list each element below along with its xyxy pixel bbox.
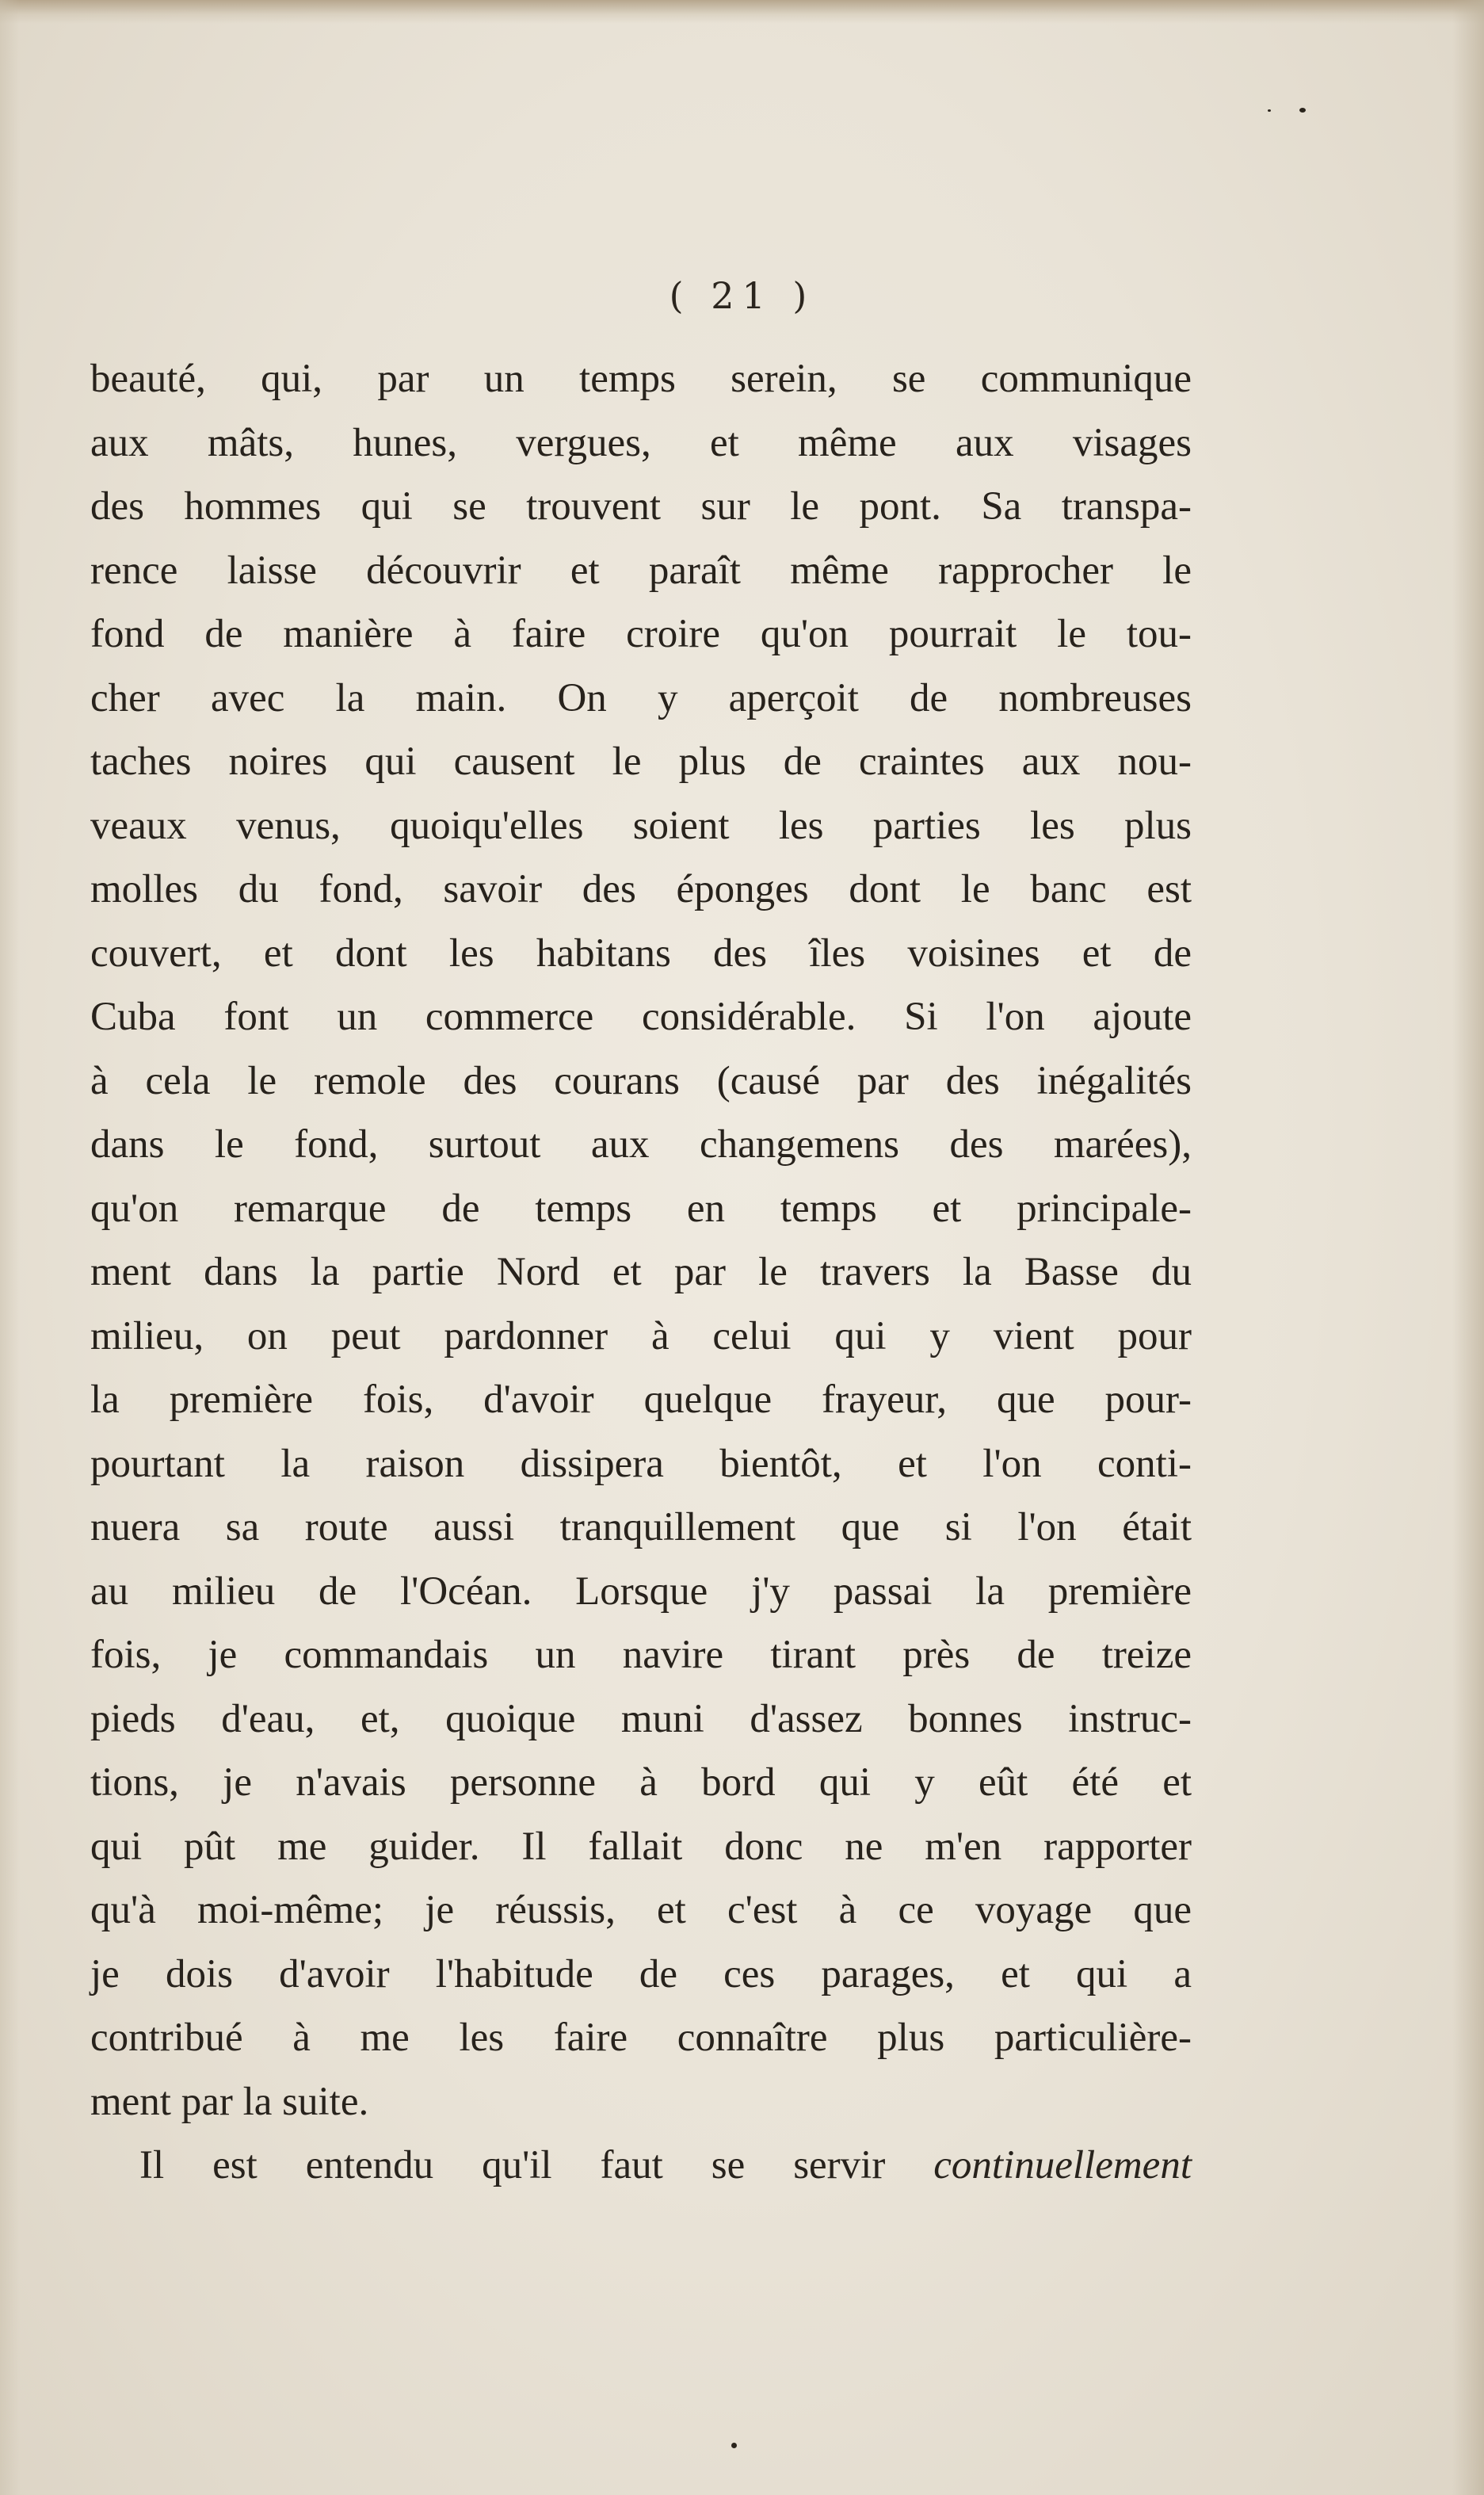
text-line: tions, je n'avais personne à bord qui y eût été et [90, 1760, 1192, 1805]
text-line: qui pût me guider. Il fallait donc ne m'en rapporter [90, 1824, 1192, 1869]
ink-speck [1268, 109, 1271, 112]
text-line: ment dans la partie Nord et par le travers la Basse du [90, 1250, 1192, 1294]
text-line: molles du fond, savoir des éponges dont le banc est [90, 867, 1192, 911]
text-line: ment par la suite. [90, 2079, 369, 2124]
text-line: au milieu de l'Océan. Lorsque j'y passai la première [90, 1568, 1192, 1614]
paragraph-2-text: Il est entendu qu'il faut se servir [139, 2143, 934, 2187]
text-line: nuera sa route aussi tranquillement que si l'on était [90, 1505, 1192, 1549]
page-right-edge [1452, 0, 1484, 2495]
body-text [90, 347, 1192, 2198]
text-line: qu'à moi-même; je réussis, et c'est à ce voyage que [90, 1888, 1192, 1932]
page-left-edge [0, 0, 20, 2495]
text-line: Cuba font un commerce considérable. Si l'on ajoute [90, 995, 1192, 1039]
text-line: contribué à me les faire connaître plus particulière- [90, 2015, 1192, 2060]
text-line: fois, je commandais un navire tirant près de treize [90, 1633, 1192, 1677]
text-line: pieds d'eau, et, quoique muni d'assez bonnes instruc- [90, 1696, 1192, 1741]
page-number: ( 21 ) [669, 274, 815, 317]
paragraph-2-italic-word: continuellement [933, 2143, 1192, 2187]
text-line: fond de manière à faire croire qu'on pourrait le tou- [90, 612, 1192, 656]
page-top-edge [0, 0, 1484, 24]
text-line: milieu, on peut pardonner à celui qui y vient pour [90, 1313, 1192, 1358]
text-line: cher avec la main. On y aperçoit de nombreuses [90, 675, 1192, 720]
text-line: couvert, et dont les habitans des îles voisines et de [90, 930, 1192, 976]
text-line: qu'on remarque de temps en temps et principale- [90, 1186, 1192, 1231]
text-line: je dois d'avoir l'habitude de ces parages, et qui a [90, 1951, 1192, 1996]
text-line: à cela le remole des courans (causé par des inégalités [90, 1058, 1192, 1103]
text-line: la première fois, d'avoir quelque frayeur, que pour- [90, 1377, 1192, 1422]
text-line: rence laisse découvrir et paraît même rapprocher le [90, 548, 1192, 593]
paragraph-2-line [90, 2134, 1192, 2198]
text-line: aux mâts, hunes, vergues, et même aux visages [90, 420, 1192, 465]
text-line: pourtant la raison dissipera bientôt, et l'on conti- [90, 1441, 1192, 1486]
text-line: veaux venus, quoiqu'elles soient les parties les plus [90, 803, 1192, 848]
text-line: des hommes qui se trouvent sur le pont. Sa transpa- [90, 484, 1192, 529]
text-line: taches noires qui causent le plus de craintes aux nou- [90, 739, 1192, 784]
ink-speck [1299, 108, 1306, 113]
text-line: beauté, qui, par un temps serein, se communique [90, 357, 1192, 401]
text-line: dans le fond, surtout aux changemens des marées), [90, 1122, 1192, 1167]
ink-speck [731, 2443, 737, 2448]
